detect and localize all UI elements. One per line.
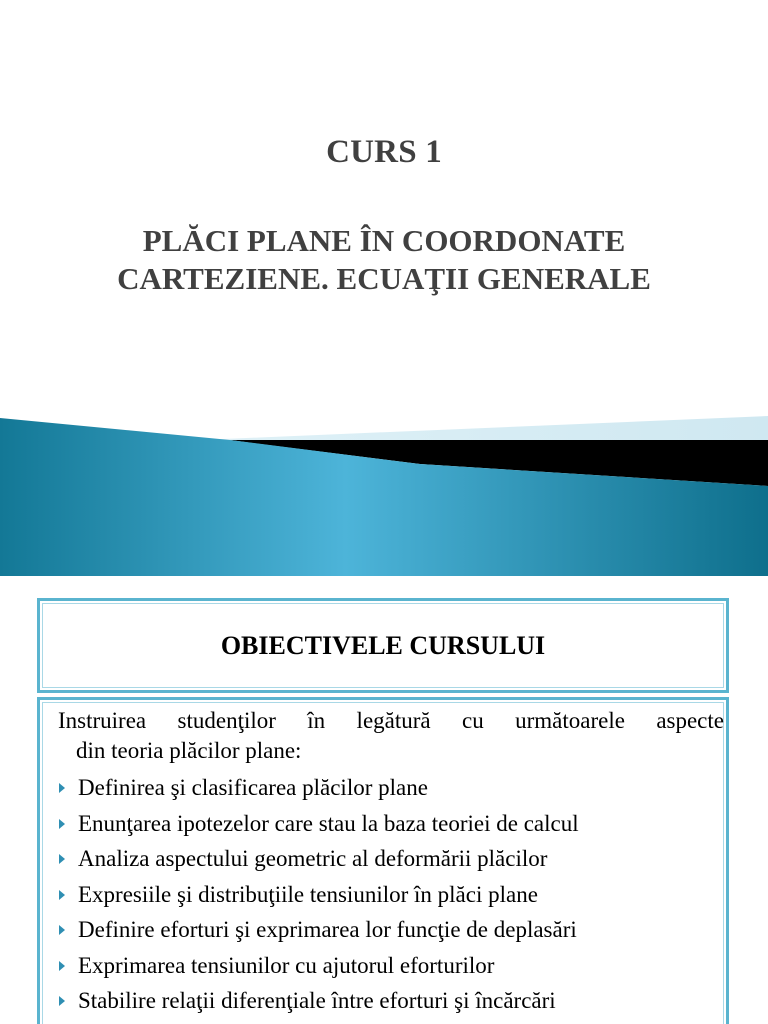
bullet-arrow-icon: [59, 783, 65, 793]
bullet-arrow-icon: [59, 890, 65, 900]
subtitle-line-2: CARTEZIENE. ECUAŢII GENERALE: [117, 261, 651, 296]
list-item-text: Expresiile şi distribuţiile tensiunilor în plăci plane: [78, 881, 538, 907]
list-item-text: Enunţarea ipotezelor care stau la baza teoriei de calcul: [78, 810, 579, 836]
intro-line-2: din teoria plăcilor plane:: [76, 738, 302, 763]
course-title: CURS 1: [326, 134, 442, 170]
list-item: [58, 983, 728, 1019]
list-item: [58, 877, 728, 913]
subtitle-line-1: PLĂCI PLANE ÎN COORDONATE: [142, 223, 626, 258]
bullet-arrow-icon: [59, 961, 65, 971]
bullet-arrow-icon: [59, 996, 65, 1006]
list-item-text: Exprimarea tensiunilor cu ajutorul eforturilor: [78, 952, 495, 978]
bullet-arrow-icon: [59, 925, 65, 935]
objectives-header-box: [37, 598, 729, 693]
objectives-list: [58, 770, 728, 1019]
list-item-text: Stabilire relaţii diferenţiale între eforturi şi încărcări: [78, 988, 556, 1013]
objectives-slide: [0, 576, 768, 1024]
list-item-text: Analiza aspectului geometric al deformării plăcilor: [78, 846, 548, 871]
decorative-wave-band: [0, 400, 768, 576]
list-item: [58, 806, 728, 842]
list-item: [58, 841, 728, 877]
objectives-content-box: [37, 697, 729, 1024]
objectives-intro: [58, 706, 724, 766]
bullet-arrow-icon: [59, 854, 65, 864]
objectives-heading: OBIECTIVELE CURSULUI: [220, 630, 546, 660]
course-subtitle: [0, 222, 768, 298]
list-item: [58, 912, 728, 948]
list-item-text: Definirea şi clasificarea plăcilor plane: [78, 775, 428, 800]
light-band: [200, 416, 768, 440]
list-item: [58, 948, 728, 984]
intro-line-1: Instruirea studenţilor în legătură cu următoarele aspecte: [58, 708, 724, 733]
list-item: [58, 770, 728, 806]
bullet-arrow-icon: [59, 819, 65, 829]
list-item-text: Definire eforturi şi exprimarea lor funcţie de deplasări: [78, 917, 577, 942]
